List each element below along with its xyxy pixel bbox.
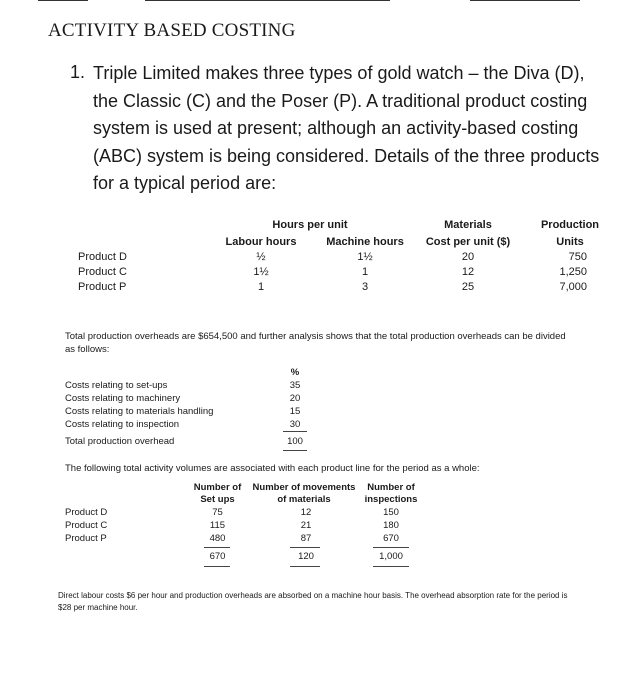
table-cell: ½ bbox=[256, 251, 266, 263]
page-title: ACTIVITY BASED COSTING bbox=[48, 20, 296, 41]
total-label: Total production overhead bbox=[65, 436, 175, 447]
total-inspections: 1,000 bbox=[379, 551, 403, 562]
total-movements: 120 bbox=[298, 551, 314, 562]
table-cell: 750 bbox=[568, 251, 587, 263]
table-cell: 20 bbox=[289, 393, 301, 404]
table-cell: 180 bbox=[383, 520, 399, 531]
divider bbox=[283, 450, 307, 451]
header-inspections: Number of bbox=[367, 482, 415, 493]
table-cell: 1 bbox=[361, 266, 369, 278]
table-row-label: Product P bbox=[65, 533, 107, 544]
question-number: 1. bbox=[70, 62, 86, 82]
header-cost-per-unit: Cost per unit ($) bbox=[425, 236, 511, 248]
table-cell: 15 bbox=[289, 406, 301, 417]
table-cell: 1½ bbox=[357, 251, 373, 263]
total-setups: 670 bbox=[209, 551, 226, 562]
table-cell: 21 bbox=[300, 520, 312, 531]
table-cell: 12 bbox=[461, 266, 475, 278]
table-row-label: Product D bbox=[65, 507, 108, 518]
table-cell: 7,000 bbox=[559, 281, 587, 293]
top-border-line bbox=[470, 0, 580, 1]
header-percent: % bbox=[290, 367, 300, 378]
overheads-intro: Total production overheads are $654,500 and further analysis shows that the total production overheads can be divided as follows: bbox=[65, 331, 566, 355]
total-value: 100 bbox=[287, 436, 303, 447]
header-machine-hours: Machine hours bbox=[326, 236, 404, 248]
header-hours-per-unit: Hours per unit bbox=[272, 219, 348, 231]
footer-note: Direct labour costs $6 per hour and production overheads are absorbed on a machine hour basis. The overhead absorption rate for the period is $28 per machine hour. bbox=[58, 591, 568, 612]
divider bbox=[290, 547, 320, 548]
table-row-label: Product D bbox=[78, 251, 127, 263]
divider bbox=[283, 431, 307, 432]
header-movements: Number of movements bbox=[252, 482, 356, 493]
activity-intro: The following total activity volumes are associated with each product line for the period as a whole: bbox=[65, 463, 480, 474]
table-cell: 12 bbox=[300, 507, 312, 518]
header-setups: Number of bbox=[193, 482, 242, 493]
header-movements-sub: of materials bbox=[277, 494, 331, 505]
top-border-line bbox=[38, 0, 88, 1]
table-cell: 87 bbox=[300, 533, 312, 544]
table-row-label: Product C bbox=[78, 266, 127, 278]
table-cell: 75 bbox=[212, 507, 223, 518]
table-row-label: Costs relating to set-ups bbox=[65, 380, 168, 391]
table-cell: 35 bbox=[289, 380, 301, 391]
table-row-label: Costs relating to materials handling bbox=[65, 406, 214, 417]
header-production: Production bbox=[540, 219, 600, 231]
header-units: Units bbox=[556, 236, 584, 248]
table-cell: 3 bbox=[361, 281, 369, 293]
table-cell: 1,250 bbox=[559, 266, 587, 278]
table-cell: 480 bbox=[209, 533, 226, 544]
divider bbox=[290, 566, 320, 567]
table-cell: 670 bbox=[383, 533, 399, 544]
table-row-label: Costs relating to inspection bbox=[65, 419, 180, 430]
table-cell: 150 bbox=[383, 507, 399, 518]
header-setups-sub: Set ups bbox=[200, 494, 235, 505]
question-text: Triple Limited makes three types of gold watch – the Diva (D), the Classic (C) and the Poser (P). A traditional product costing system is used at present; although an activity-based costing (ABC) system is being considered. Details of the three products for a typical period are: bbox=[93, 63, 600, 193]
header-labour-hours: Labour hours bbox=[225, 236, 297, 248]
table-cell: 115 bbox=[209, 520, 226, 531]
divider bbox=[373, 547, 409, 548]
divider bbox=[373, 566, 409, 567]
header-inspections-sub: inspections bbox=[364, 494, 418, 505]
table-cell: 20 bbox=[461, 251, 475, 263]
table-cell: 1½ bbox=[253, 266, 269, 278]
table-cell: 1 bbox=[257, 281, 265, 293]
divider bbox=[204, 547, 230, 548]
top-border-line bbox=[145, 0, 390, 1]
divider bbox=[204, 566, 230, 567]
table-row-label: Costs relating to machinery bbox=[65, 393, 181, 404]
table-cell: 25 bbox=[461, 281, 475, 293]
table-row-label: Product C bbox=[65, 520, 108, 531]
table-cell: 30 bbox=[289, 419, 301, 430]
table-row-label: Product P bbox=[78, 281, 127, 293]
header-materials: Materials bbox=[444, 219, 492, 231]
